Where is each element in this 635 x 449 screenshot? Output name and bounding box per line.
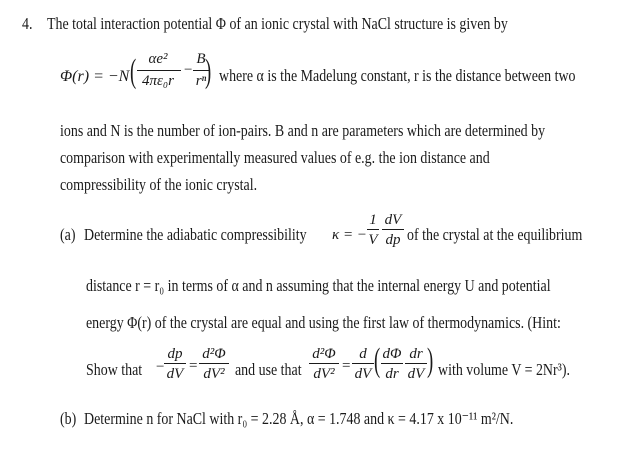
hint-show-that: Show that bbox=[86, 360, 143, 379]
hint-fraction-bar-6 bbox=[405, 363, 427, 364]
hint-fraction-bar-4 bbox=[352, 363, 374, 364]
problem-number: 4. bbox=[22, 14, 33, 33]
formula-numerator-1: αe² bbox=[148, 51, 168, 67]
hint-numerator-6: dr bbox=[409, 346, 423, 362]
part-a-line-3: energy Φ(r) of the crystal are equal and using the first law of thermodynamics. (Hint: bbox=[86, 313, 561, 332]
hint-denominator-3: dV² bbox=[313, 366, 335, 382]
hint-fraction-bar-3 bbox=[309, 363, 339, 364]
kappa-fraction-bar-2 bbox=[382, 229, 404, 230]
formula-where-text: where α is the Madelung constant, r is the distance between two bbox=[219, 66, 576, 85]
kappa-denominator-1: V bbox=[368, 232, 378, 248]
paragraph-line-2: comparison with experimentally measured values of e.g. the ion distance and bbox=[60, 148, 490, 167]
part-a-label: (a) bbox=[60, 225, 76, 244]
hint-denominator-6: dV bbox=[407, 366, 425, 382]
kappa-denominator-2: dp bbox=[385, 232, 401, 248]
formula-numerator-2: B bbox=[196, 51, 206, 67]
formula-denominator-2: rⁿ bbox=[195, 73, 207, 89]
problem-intro: The total interaction potential Φ of an ionic crystal with NaCl structure is given by bbox=[47, 14, 508, 33]
hint-and-use: and use that bbox=[235, 360, 302, 379]
hint-numerator-3: d²Φ bbox=[312, 346, 336, 362]
kappa-numerator-2: dV bbox=[384, 212, 402, 228]
hint-denominator-4: dV bbox=[354, 366, 372, 382]
hint-numerator-2: d²Φ bbox=[202, 346, 226, 362]
hint-denominator-5: dr bbox=[385, 366, 399, 382]
hint-with-volume: with volume V = 2Nr³). bbox=[438, 360, 570, 379]
hint-denominator-2: dV² bbox=[203, 366, 225, 382]
kappa-fraction-bar-1 bbox=[367, 229, 379, 230]
hint-fraction-bar-5 bbox=[381, 363, 403, 364]
formula-left-paren: ( bbox=[130, 53, 137, 90]
hint-fraction-bar-1 bbox=[164, 363, 186, 364]
paragraph-line-1: ions and N is the number of ion-pairs. B and n are parameters which are determined by bbox=[60, 121, 546, 140]
formula-lhs: Φ(r) = −N bbox=[60, 68, 130, 85]
formula-right-paren: ) bbox=[205, 53, 212, 90]
part-a-text-before: Determine the adiabatic compressibility bbox=[84, 225, 307, 244]
hint-numerator-5: dΦ bbox=[382, 346, 402, 362]
part-a-text-after: of the crystal at the equilibrium bbox=[407, 225, 583, 244]
hint-right-paren: ) bbox=[427, 342, 434, 379]
formula-fraction-bar-1 bbox=[137, 70, 181, 71]
hint-minus: − bbox=[156, 359, 165, 375]
part-a-line-2: distance r = r₀ in terms of α and n assuming that the internal energy U and potential bbox=[86, 276, 551, 295]
hint-denominator-1: dV bbox=[166, 366, 184, 382]
hint-left-paren: ( bbox=[374, 342, 381, 379]
hint-numerator-1: dp bbox=[167, 346, 183, 362]
kappa-lhs: κ = − bbox=[332, 227, 367, 243]
hint-numerator-4: d bbox=[359, 346, 367, 362]
hint-equals-1: = bbox=[189, 358, 198, 374]
part-b-label: (b) bbox=[60, 409, 77, 428]
hint-fraction-bar-2 bbox=[199, 363, 229, 364]
paragraph-line-3: compressibility of the ionic crystal. bbox=[60, 175, 258, 194]
hint-equals-2: = bbox=[342, 358, 351, 374]
formula-denominator-1: 4πε₀r bbox=[142, 73, 174, 89]
formula-minus: − bbox=[184, 62, 193, 78]
kappa-numerator-1: 1 bbox=[369, 212, 377, 228]
part-b-text: Determine n for NaCl with r₀ = 2.28 Å, α = 1.748 and κ = 4.17 x 10⁻¹¹ m²/N. bbox=[84, 409, 514, 428]
